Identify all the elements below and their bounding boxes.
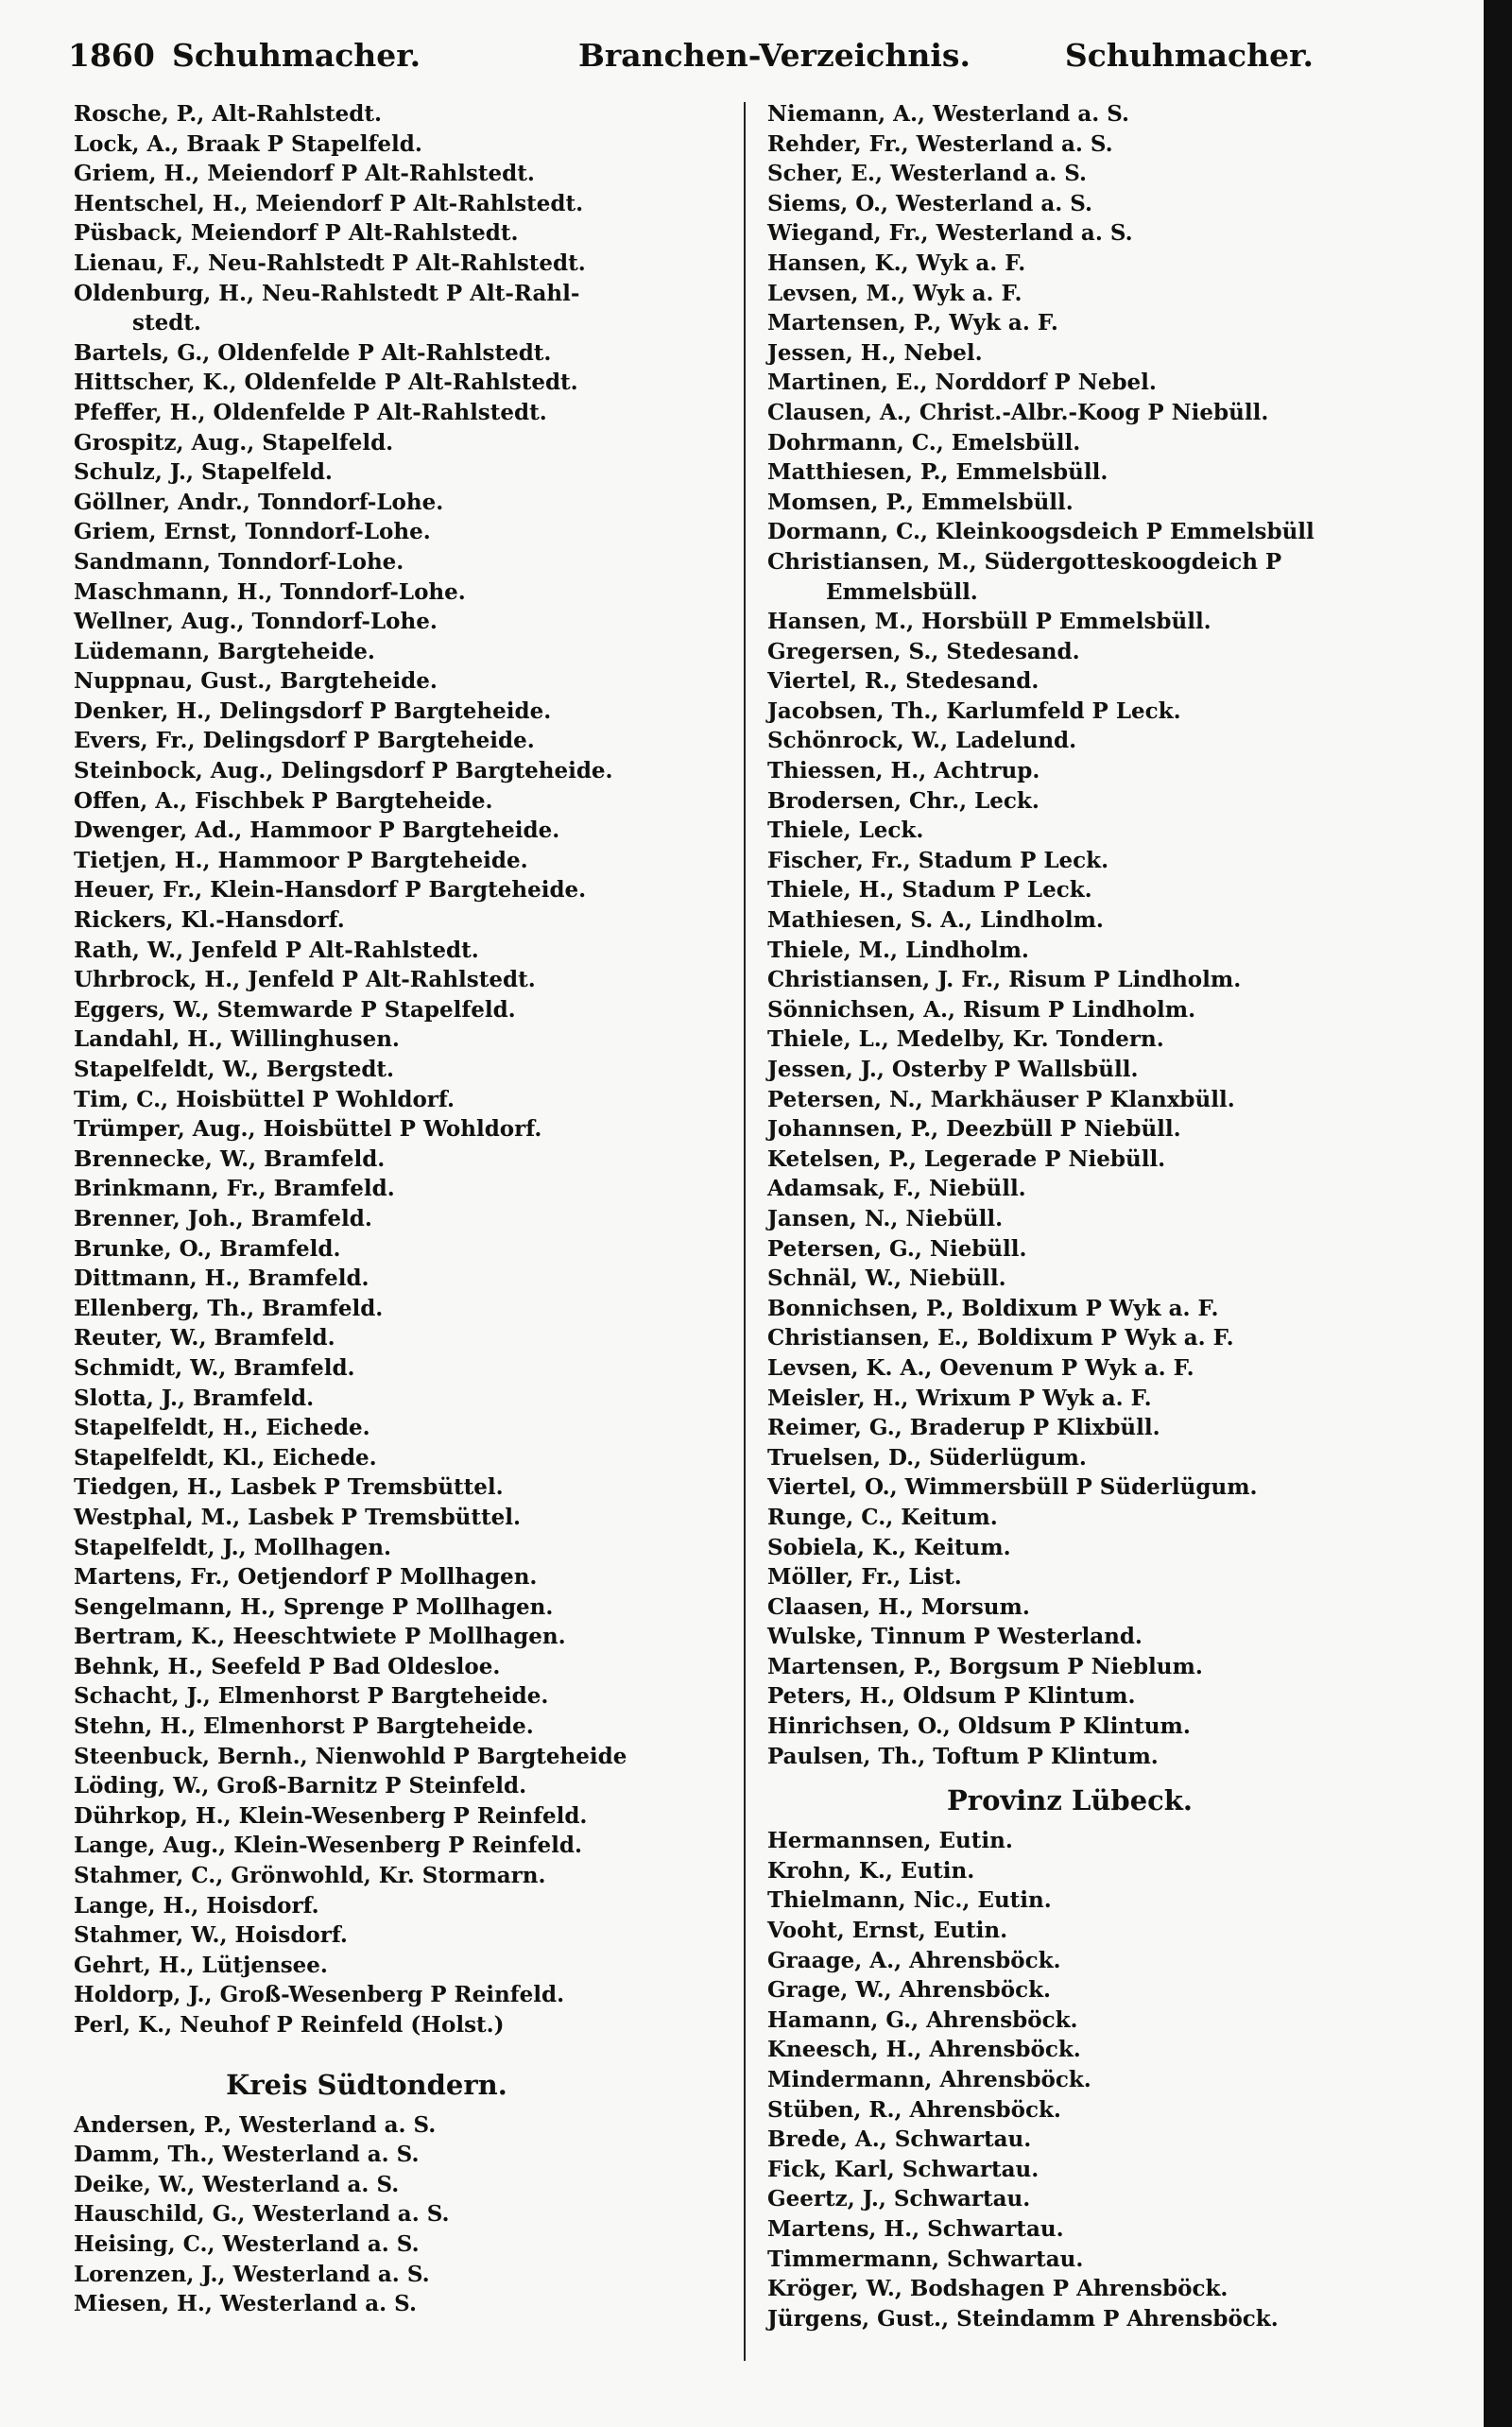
directory-entry: Christiansen, E., Boldixum P Wyk a. F. (767, 1325, 1234, 1351)
directory-entry: Griem, Ernst, Tonndorf-Lohe. (74, 519, 431, 545)
directory-entry: Siems, O., Westerland a. S. (767, 190, 1093, 216)
directory-entry: Hauschild, G., Westerland a. S. (74, 2201, 450, 2228)
directory-entry: Pfeffer, H., Oldenfelde P Alt-Rahlstedt. (74, 399, 547, 425)
directory-entry: Hinrichsen, O., Oldsum P Klintum. (767, 1713, 1191, 1740)
directory-entry: Grage, W., Ahrensböck. (767, 1977, 1052, 2004)
directory-entry: Viertel, R., Stedesand. (767, 668, 1040, 695)
directory-entry: Petersen, G., Niebüll. (767, 1235, 1027, 1262)
directory-entry: Steenbuck, Bernh., Nienwohld P Bargteheide (74, 1743, 627, 1769)
directory-entry: Wiegand, Fr., Westerland a. S. (767, 220, 1133, 247)
directory-entry: Levsen, K. A., Oevenum P Wyk a. F. (767, 1354, 1194, 1381)
directory-entry: Jacobsen, Th., Karlumfeld P Leck. (767, 697, 1181, 724)
directory-entry: Tim, C., Hoisbüttel P Wohldorf. (74, 1086, 455, 1112)
directory-entry: Püsback, Meiendorf P Alt-Rahlstedt. (74, 220, 519, 247)
directory-entry: Sönnichsen, A., Risum P Lindholm. (767, 996, 1196, 1023)
directory-entry: Thiele, L., Medelby, Kr. Tondern. (767, 1026, 1164, 1053)
directory-entry: Adamsak, F., Niebüll. (767, 1176, 1026, 1202)
directory-entry: Martinen, E., Norddorf P Nebel. (767, 370, 1157, 396)
directory-entry: Lange, H., Hoisdorf. (74, 1892, 319, 1919)
directory-entry: Jessen, J., Osterby P Wallsbüll. (767, 1057, 1139, 1082)
directory-entry: Sandmann, Tonndorf-Lohe. (74, 548, 404, 575)
directory-entry: stedt. (132, 310, 201, 336)
directory-entry: Tiedgen, H., Lasbek P Tremsbüttel. (74, 1474, 504, 1501)
directory-entry: Bartels, G., Oldenfelde P Alt-Rahlstedt. (74, 339, 552, 366)
directory-entry: Matthiesen, P., Emmelsbüll. (767, 459, 1108, 486)
directory-entry: Andersen, P., Westerland a. S. (74, 2111, 437, 2138)
directory-entry: Brodersen, Chr., Leck. (767, 787, 1040, 814)
directory-entry: Petersen, N., Markhäuser P Klanxbüll. (767, 1086, 1235, 1112)
directory-entry: Brennecke, W., Bramfeld. (74, 1145, 386, 1172)
directory-entry: Stapelfeldt, H., Eichede. (74, 1415, 370, 1441)
directory-entry: Kröger, W., Bodshagen P Ahrensböck. (767, 2276, 1228, 2302)
page-number: 1860 (68, 37, 155, 74)
directory-entry: Rosche, P., Alt-Rahlstedt. (74, 101, 382, 127)
directory-entry: Geertz, J., Schwartau. (767, 2186, 1031, 2212)
directory-entry: Dührkop, H., Klein-Wesenberg P Reinfeld. (74, 1802, 588, 1829)
directory-entry: Viertel, O., Wimmersbüll P Süderlügum. (767, 1474, 1258, 1501)
right-entries-list-2 (767, 1826, 1467, 2333)
directory-entry: Damm, Th., Westerland a. S. (74, 2142, 420, 2168)
directory-entry: Lüdemann, Bargteheide. (74, 638, 375, 664)
directory-entry: Vooht, Ernst, Eutin. (767, 1918, 1008, 1944)
directory-entry: Meisler, H., Wrixum P Wyk a. F. (767, 1385, 1152, 1411)
left-entries-list (74, 99, 735, 2040)
directory-entry: Fick, Karl, Schwartau. (767, 2156, 1040, 2182)
directory-entry: Heising, C., Westerland a. S. (74, 2230, 420, 2257)
directory-entry: Jessen, H., Nebel. (767, 339, 983, 366)
directory-entry: Schacht, J., Elmenhorst P Bargteheide. (74, 1683, 549, 1710)
directory-entry: Löding, W., Groß-Barnitz P Steinfeld. (74, 1773, 527, 1799)
directory-entry: Reimer, G., Braderup P Klixbüll. (767, 1415, 1160, 1441)
directory-entry: Eggers, W., Stemwarde P Stapelfeld. (74, 996, 516, 1023)
directory-entry: Thiessen, H., Achtrup. (767, 758, 1040, 784)
directory-entry: Denker, H., Delingsdorf P Bargteheide. (74, 697, 552, 724)
directory-entry: Kneesch, H., Ahrensböck. (767, 2037, 1081, 2063)
directory-entry: Schnäl, W., Niebüll. (767, 1265, 1006, 1292)
directory-entry: Krohn, K., Eutin. (767, 1857, 975, 1884)
directory-entry: Tietjen, H., Hammoor P Bargteheide. (74, 847, 528, 873)
right-entries-list (767, 99, 1467, 1771)
directory-entry: Heuer, Fr., Klein-Hansdorf P Bargteheide. (74, 877, 587, 904)
directory-entry: Trümper, Aug., Hoisbüttel P Wohldorf. (74, 1116, 542, 1143)
directory-entry: Rickers, Kl.-Hansdorf. (74, 907, 345, 934)
directory-entry: Hittscher, K., Oldenfelde P Alt-Rahlstedt. (74, 370, 578, 396)
directory-entry: Paulsen, Th., Toftum P Klintum. (767, 1743, 1159, 1769)
left-column (74, 99, 735, 2319)
directory-entry: Lienau, F., Neu-Rahlstedt P Alt-Rahlstedt. (74, 250, 586, 276)
directory-entry: Mindermann, Ahrensböck. (767, 2067, 1091, 2092)
directory-entry: Ellenberg, Th., Bramfeld. (74, 1295, 384, 1321)
directory-entry: Slotta, J., Bramfeld. (74, 1385, 315, 1411)
right-column (767, 99, 1467, 2333)
directory-entry: Dittmann, H., Bramfeld. (74, 1265, 369, 1292)
directory-entry: Stehn, H., Elmenhorst P Bargteheide. (74, 1713, 534, 1740)
directory-entry: Emmelsbüll. (826, 578, 978, 605)
directory-entry: Reuter, W., Bramfeld. (74, 1325, 335, 1351)
directory-entry: Thielmann, Nic., Eutin. (767, 1887, 1052, 1914)
directory-entry: Fischer, Fr., Stadum P Leck. (767, 847, 1109, 873)
directory-entry: Martensen, P., Borgsum P Nieblum. (767, 1653, 1203, 1679)
header-left-title: Schuhmacher. (172, 37, 421, 74)
directory-entry: Lange, Aug., Klein-Wesenberg P Reinfeld. (74, 1833, 582, 1859)
directory-entry: Peters, H., Oldsum P Klintum. (767, 1683, 1136, 1710)
header-center-title: Branchen-Verzeichnis. (578, 37, 971, 74)
directory-entry: Steinbock, Aug., Delingsdorf P Bargteheide. (74, 758, 613, 784)
directory-entry: Brunke, O., Bramfeld. (74, 1235, 341, 1262)
directory-entry: Brenner, Joh., Bramfeld. (74, 1205, 372, 1231)
directory-entry: Hamann, G., Ahrensböck. (767, 2006, 1078, 2033)
directory-entry: Stapelfeldt, W., Bergstedt. (74, 1057, 395, 1082)
directory-entry: Christiansen, M., Südergotteskoogdeich P (767, 548, 1282, 575)
directory-entry: Wellner, Aug., Tonndorf-Lohe. (74, 609, 438, 635)
section-title-kreis-suedtondern: Kreis Südtondern. (226, 2068, 507, 2101)
directory-entry: Brede, A., Schwartau. (767, 2126, 1032, 2153)
directory-entry: Brinkmann, Fr., Bramfeld. (74, 1176, 395, 1202)
directory-entry: Truelsen, D., Süderlügum. (767, 1444, 1087, 1471)
directory-entry: Graage, A., Ahrensböck. (767, 1947, 1061, 1973)
directory-entry: Clausen, A., Christ.-Albr.-Koog P Niebüll. (767, 399, 1269, 425)
directory-entry: Jürgens, Gust., Steindamm P Ahrensböck. (767, 2305, 1279, 2332)
directory-entry: Lock, A., Braak P Stapelfeld. (74, 130, 422, 157)
directory-entry: Mathiesen, S. A., Lindholm. (767, 907, 1104, 934)
directory-entry: Scher, E., Westerland a. S. (767, 161, 1088, 187)
directory-entry: Schulz, J., Stapelfeld. (74, 459, 333, 486)
directory-entry: Rath, W., Jenfeld P Alt-Rahlstedt. (74, 937, 479, 963)
page-header (68, 32, 1314, 79)
directory-entry: Deike, W., Westerland a. S. (74, 2171, 400, 2197)
directory-entry: Sobiela, K., Keitum. (767, 1534, 1011, 1560)
directory-entry: Hansen, K., Wyk a. F. (767, 250, 1026, 276)
directory-entry: Thiele, M., Lindholm. (767, 937, 1029, 963)
directory-entry: Nuppnau, Gust., Bargteheide. (74, 668, 438, 695)
directory-entry: Dwenger, Ad., Hammoor P Bargteheide. (74, 818, 560, 844)
directory-entry: Timmermann, Schwartau. (767, 2246, 1084, 2272)
directory-entry: Stapelfeldt, Kl., Eichede. (74, 1444, 377, 1471)
directory-entry: Sengelmann, H., Sprenge P Mollhagen. (74, 1593, 554, 1620)
directory-entry: Bonnichsen, P., Boldixum P Wyk a. F. (767, 1295, 1219, 1321)
directory-entry: Thiele, H., Stadum P Leck. (767, 877, 1092, 904)
directory-entry: Dohrmann, C., Emelsbüll. (767, 429, 1081, 456)
directory-entry: Möller, Fr., List. (767, 1564, 962, 1591)
directory-entry: Lorenzen, J., Westerland a. S. (74, 2261, 430, 2287)
directory-entry: Offen, A., Fischbek P Bargteheide. (74, 787, 493, 814)
directory-entry: Hentschel, H., Meiendorf P Alt-Rahlstedt. (74, 190, 584, 216)
directory-entry: Stapelfeldt, J., Mollhagen. (74, 1534, 392, 1560)
left-entries-list-2 (74, 2110, 735, 2319)
directory-entry: Niemann, A., Westerland a. S. (767, 101, 1130, 127)
directory-entry: Göllner, Andr., Tonndorf-Lohe. (74, 489, 444, 515)
directory-entry: Levsen, M., Wyk a. F. (767, 280, 1022, 306)
directory-entry: Westphal, M., Lasbek P Tremsbüttel. (74, 1504, 521, 1530)
directory-entry: Jansen, N., Niebüll. (767, 1205, 1004, 1231)
directory-entry: Stahmer, C., Grönwohld, Kr. Stormarn. (74, 1863, 546, 1889)
directory-entry: Uhrbrock, H., Jenfeld P Alt-Rahlstedt. (74, 967, 536, 993)
directory-entry: Grospitz, Aug., Stapelfeld. (74, 429, 394, 456)
directory-entry: Gehrt, H., Lütjensee. (74, 1952, 328, 1978)
directory-entry: Ketelsen, P., Legerade P Niebüll. (767, 1145, 1166, 1172)
directory-entry: Runge, C., Keitum. (767, 1504, 998, 1530)
directory-entry: Dormann, C., Kleinkoogsdeich P Emmelsbüll (767, 519, 1314, 545)
directory-entry: Miesen, H., Westerland a. S. (74, 2291, 417, 2317)
scan-edge (1484, 0, 1512, 2427)
directory-entry: Bertram, K., Heeschtwiete P Mollhagen. (74, 1624, 566, 1650)
directory-entry: Griem, H., Meiendorf P Alt-Rahlstedt. (74, 161, 535, 187)
directory-entry: Martens, H., Schwartau. (767, 2215, 1064, 2242)
column-divider (744, 102, 746, 2361)
directory-entry: Perl, K., Neuhof P Reinfeld (Holst.) (74, 2012, 505, 2038)
directory-entry: Christiansen, J. Fr., Risum P Lindholm. (767, 967, 1242, 993)
directory-entry: Stahmer, W., Hoisdorf. (74, 1922, 348, 1949)
directory-entry: Claasen, H., Morsum. (767, 1593, 1030, 1620)
directory-entry: Holdorp, J., Groß-Wesenberg P Reinfeld. (74, 1982, 565, 2008)
directory-entry: Schmidt, W., Bramfeld. (74, 1354, 355, 1381)
directory-entry: Evers, Fr., Delingsdorf P Bargteheide. (74, 728, 535, 754)
directory-entry: Rehder, Fr., Westerland a. S. (767, 130, 1113, 157)
directory-entry: Thiele, Leck. (767, 818, 924, 844)
directory-entry: Hansen, M., Horsbüll P Emmelsbüll. (767, 609, 1211, 635)
directory-entry: Maschmann, H., Tonndorf-Lohe. (74, 578, 466, 605)
directory-entry: Gregersen, S., Stedesand. (767, 638, 1080, 664)
directory-entry: Stüben, R., Ahrensböck. (767, 2096, 1061, 2123)
section-title-provinz-luebeck: Provinz Lübeck. (947, 1784, 1193, 1817)
directory-entry: Hermannsen, Eutin. (767, 1828, 1013, 1854)
directory-entry: Martens, Fr., Oetjendorf P Mollhagen. (74, 1564, 538, 1591)
directory-entry: Schönrock, W., Ladelund. (767, 728, 1077, 754)
directory-entry: Landahl, H., Willinghusen. (74, 1026, 400, 1053)
header-right-title: Schuhmacher. (1064, 37, 1314, 74)
directory-entry: Behnk, H., Seefeld P Bad Oldesloe. (74, 1653, 501, 1679)
directory-entry: Johannsen, P., Deezbüll P Niebüll. (767, 1116, 1181, 1143)
directory-entry: Wulske, Tinnum P Westerland. (767, 1624, 1143, 1650)
directory-entry: Martensen, P., Wyk a. F. (767, 310, 1058, 336)
directory-entry: Momsen, P., Emmelsbüll. (767, 489, 1074, 515)
directory-entry: Oldenburg, H., Neu-Rahlstedt P Alt-Rahl- (74, 280, 580, 306)
